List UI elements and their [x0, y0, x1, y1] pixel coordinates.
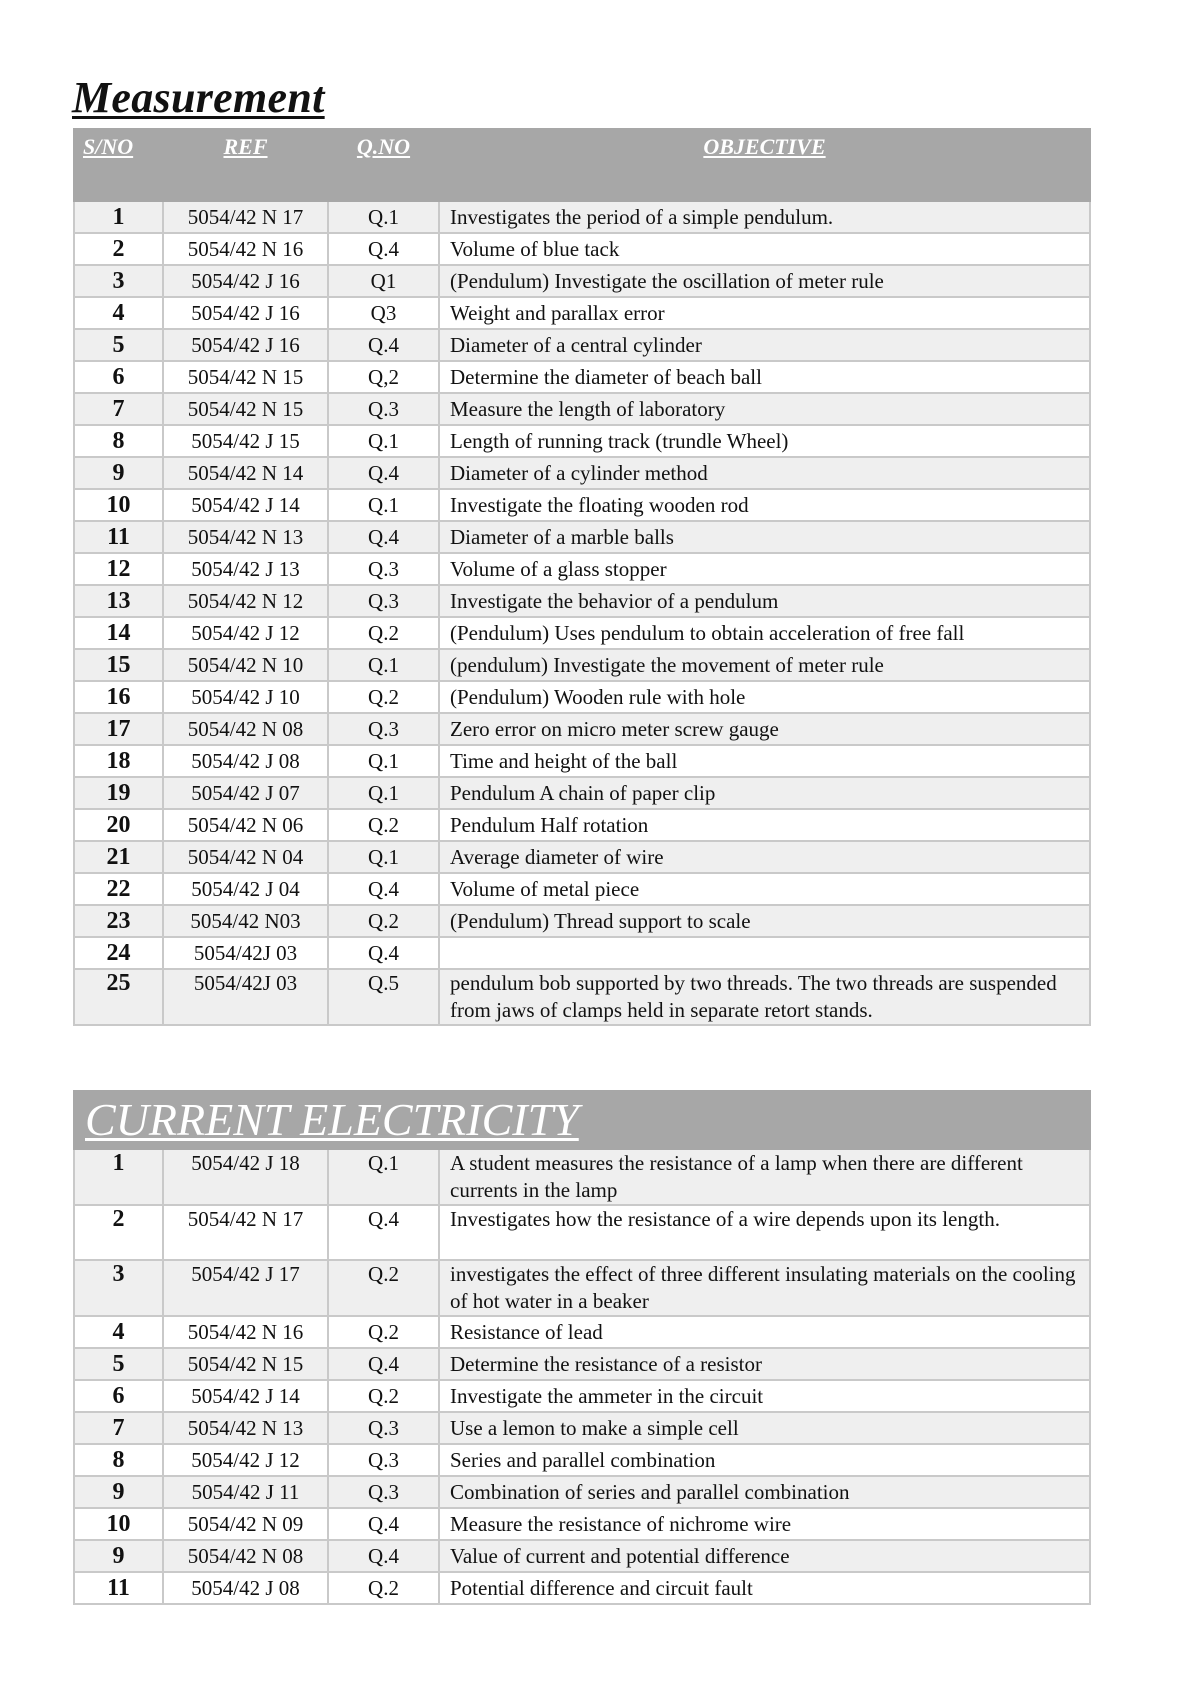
ref-cell: 5054/42 J 07	[163, 777, 328, 809]
sno-cell: 14	[74, 617, 163, 649]
objective-cell: Pendulum Half rotation	[439, 809, 1090, 841]
table-row	[74, 1260, 1090, 1316]
qno-cell: Q.4	[328, 1508, 439, 1540]
sno-cell: 13	[74, 585, 163, 617]
ref-cell: 5054/42 J 13	[163, 553, 328, 585]
ref-cell: 5054/42 N 12	[163, 585, 328, 617]
qno-cell: Q.3	[328, 553, 439, 585]
objective-cell	[439, 937, 1090, 969]
ref-cell: 5054/42 N 06	[163, 809, 328, 841]
sno-cell: 3	[74, 1260, 163, 1316]
objective-cell: Diameter of a cylinder method	[439, 457, 1090, 489]
current-electricity-table	[73, 1090, 1091, 1605]
qno-cell: Q.2	[328, 681, 439, 713]
sno-cell: 5	[74, 1348, 163, 1380]
ref-cell: 5054/42 N 14	[163, 457, 328, 489]
table-row	[74, 777, 1090, 809]
sno-cell: 9	[74, 1540, 163, 1572]
sno-cell: 17	[74, 713, 163, 745]
ref-cell: 5054/42 N 16	[163, 233, 328, 265]
ref-cell: 5054/42 J 15	[163, 425, 328, 457]
qno-cell: Q.1	[328, 777, 439, 809]
sno-cell: 21	[74, 841, 163, 873]
sno-cell: 1	[74, 1149, 163, 1205]
table-row	[74, 393, 1090, 425]
objective-cell: Diameter of a central cylinder	[439, 329, 1090, 361]
objective-cell: Volume of blue tack	[439, 233, 1090, 265]
table-row	[74, 1476, 1090, 1508]
objective-cell: investigates the effect of three different insulating materials on the cooling of hot water in a beaker	[439, 1260, 1090, 1316]
objective-cell: Time and height of the ball	[439, 745, 1090, 777]
ref-cell: 5054/42J 03	[163, 969, 328, 1025]
sno-cell: 2	[74, 233, 163, 265]
objective-cell: Value of current and potential difference	[439, 1540, 1090, 1572]
qno-cell: Q.1	[328, 649, 439, 681]
sno-cell: 22	[74, 873, 163, 905]
objective-cell: Pendulum A chain of paper clip	[439, 777, 1090, 809]
qno-cell: Q.1	[328, 425, 439, 457]
objective-cell: Determine the resistance of a resistor	[439, 1348, 1090, 1380]
table-row	[74, 713, 1090, 745]
objective-cell: pendulum bob supported by two threads. The two threads are suspended from jaws of clamps held in separate retort stands.	[439, 969, 1090, 1025]
measurement-table	[73, 128, 1091, 1026]
section-header-row	[74, 1091, 1090, 1149]
ref-cell: 5054/42 N 17	[163, 201, 328, 233]
qno-cell: Q,2	[328, 361, 439, 393]
qno-cell: Q.4	[328, 233, 439, 265]
qno-cell: Q.4	[328, 1205, 439, 1260]
table-row	[74, 1444, 1090, 1476]
table-row	[74, 1572, 1090, 1604]
sno-cell: 11	[74, 1572, 163, 1604]
table-row	[74, 1508, 1090, 1540]
ref-cell: 5054/42 N 10	[163, 649, 328, 681]
qno-cell: Q.2	[328, 1380, 439, 1412]
ref-cell: 5054/42 J 16	[163, 297, 328, 329]
table-row	[74, 329, 1090, 361]
table-row	[74, 457, 1090, 489]
ref-cell: 5054/42 N 15	[163, 393, 328, 425]
objective-cell: Length of running track (trundle Wheel)	[439, 425, 1090, 457]
objective-cell: Potential difference and circuit fault	[439, 1572, 1090, 1604]
qno-cell: Q.3	[328, 1476, 439, 1508]
objective-cell: (Pendulum) Wooden rule with hole	[439, 681, 1090, 713]
table-row	[74, 1412, 1090, 1444]
sno-cell: 8	[74, 1444, 163, 1476]
table-row	[74, 841, 1090, 873]
qno-cell: Q.2	[328, 1316, 439, 1348]
table-row	[74, 553, 1090, 585]
table-row	[74, 905, 1090, 937]
sno-cell: 5	[74, 329, 163, 361]
sno-cell: 1	[74, 201, 163, 233]
ref-cell: 5054/42 J 16	[163, 265, 328, 297]
objective-cell: Weight and parallax error	[439, 297, 1090, 329]
ref-cell: 5054/42 J 14	[163, 489, 328, 521]
table-row	[74, 1348, 1090, 1380]
qno-cell: Q.2	[328, 905, 439, 937]
table-row	[74, 1540, 1090, 1572]
header-objective: OBJECTIVE	[439, 129, 1090, 201]
objective-cell: (Pendulum) Uses pendulum to obtain acceleration of free fall	[439, 617, 1090, 649]
ref-cell: 5054/42 N 15	[163, 361, 328, 393]
header-sno: S/NO	[74, 129, 163, 201]
qno-cell: Q.4	[328, 329, 439, 361]
qno-cell: Q.4	[328, 1348, 439, 1380]
sno-cell: 25	[74, 969, 163, 1025]
ref-cell: 5054/42 J 11	[163, 1476, 328, 1508]
ref-cell: 5054/42 N 08	[163, 1540, 328, 1572]
ref-cell: 5054/42 J 14	[163, 1380, 328, 1412]
objective-cell: Zero error on micro meter screw gauge	[439, 713, 1090, 745]
sno-cell: 11	[74, 521, 163, 553]
qno-cell: Q.4	[328, 457, 439, 489]
table-row	[74, 425, 1090, 457]
ref-cell: 5054/42 N03	[163, 905, 328, 937]
objective-cell: (Pendulum) Investigate the oscillation of meter rule	[439, 265, 1090, 297]
qno-cell: Q.1	[328, 745, 439, 777]
table-header-row	[74, 129, 1090, 201]
objective-cell: Investigate the floating wooden rod	[439, 489, 1090, 521]
qno-cell: Q3	[328, 297, 439, 329]
table-row	[74, 1149, 1090, 1205]
table-row	[74, 649, 1090, 681]
ref-cell: 5054/42 J 16	[163, 329, 328, 361]
ref-cell: 5054/42 N 16	[163, 1316, 328, 1348]
table-row	[74, 585, 1090, 617]
sno-cell: 4	[74, 297, 163, 329]
ref-cell: 5054/42 J 08	[163, 745, 328, 777]
sno-cell: 9	[74, 457, 163, 489]
table-row	[74, 1316, 1090, 1348]
table-row	[74, 361, 1090, 393]
sno-cell: 6	[74, 1380, 163, 1412]
table-row	[74, 1205, 1090, 1260]
ref-cell: 5054/42 J 17	[163, 1260, 328, 1316]
qno-cell: Q.1	[328, 201, 439, 233]
objective-cell: Investigate the ammeter in the circuit	[439, 1380, 1090, 1412]
sno-cell: 4	[74, 1316, 163, 1348]
qno-cell: Q.3	[328, 1444, 439, 1476]
ref-cell: 5054/42 N 09	[163, 1508, 328, 1540]
sno-cell: 18	[74, 745, 163, 777]
table-row	[74, 297, 1090, 329]
ref-cell: 5054/42 J 08	[163, 1572, 328, 1604]
qno-cell: Q.2	[328, 617, 439, 649]
table-row	[74, 1380, 1090, 1412]
table-row	[74, 937, 1090, 969]
sno-cell: 12	[74, 553, 163, 585]
qno-cell: Q.2	[328, 809, 439, 841]
objective-cell: Volume of metal piece	[439, 873, 1090, 905]
sno-cell: 19	[74, 777, 163, 809]
sno-cell: 16	[74, 681, 163, 713]
measurement-rows	[74, 201, 1090, 1025]
ref-cell: 5054/42 N 15	[163, 1348, 328, 1380]
qno-cell: Q.2	[328, 1260, 439, 1316]
ref-cell: 5054/42 J 18	[163, 1149, 328, 1205]
qno-cell: Q.3	[328, 1412, 439, 1444]
objective-cell: Diameter of a marble balls	[439, 521, 1090, 553]
table-row	[74, 681, 1090, 713]
ref-cell: 5054/42 J 12	[163, 1444, 328, 1476]
sno-cell: 20	[74, 809, 163, 841]
table-row	[74, 521, 1090, 553]
table-row	[74, 489, 1090, 521]
ref-cell: 5054/42 J 10	[163, 681, 328, 713]
objective-cell: Volume of a glass stopper	[439, 553, 1090, 585]
sno-cell: 10	[74, 489, 163, 521]
objective-cell: Measure the resistance of nichrome wire	[439, 1508, 1090, 1540]
sno-cell: 15	[74, 649, 163, 681]
sno-cell: 8	[74, 425, 163, 457]
qno-cell: Q.3	[328, 393, 439, 425]
sno-cell: 24	[74, 937, 163, 969]
table-row	[74, 233, 1090, 265]
sno-cell: 23	[74, 905, 163, 937]
objective-cell: Investigate the behavior of a pendulum	[439, 585, 1090, 617]
table-row	[74, 265, 1090, 297]
ref-cell: 5054/42 N 17	[163, 1205, 328, 1260]
objective-cell: Investigates how the resistance of a wire depends upon its length.	[439, 1205, 1090, 1260]
ref-cell: 5054/42 N 08	[163, 713, 328, 745]
section-title-text: CURRENT ELECTRICITY	[85, 1094, 579, 1145]
objective-cell: Use a lemon to make a simple cell	[439, 1412, 1090, 1444]
ref-cell: 5054/42 N 13	[163, 1412, 328, 1444]
page-title: Measurement	[72, 73, 325, 122]
ref-cell: 5054/42 J 04	[163, 873, 328, 905]
objective-cell: Measure the length of laboratory	[439, 393, 1090, 425]
objective-cell: Determine the diameter of beach ball	[439, 361, 1090, 393]
qno-cell: Q.1	[328, 1149, 439, 1205]
table-row	[74, 201, 1090, 233]
qno-cell: Q.4	[328, 937, 439, 969]
ref-cell: 5054/42 N 04	[163, 841, 328, 873]
ref-cell: 5054/42 J 12	[163, 617, 328, 649]
qno-cell: Q.4	[328, 521, 439, 553]
qno-cell: Q.1	[328, 489, 439, 521]
objective-cell: Series and parallel combination	[439, 1444, 1090, 1476]
objective-cell: (Pendulum) Thread support to scale	[439, 905, 1090, 937]
table-row	[74, 745, 1090, 777]
qno-cell: Q.5	[328, 969, 439, 1025]
qno-cell: Q1	[328, 265, 439, 297]
sno-cell: 3	[74, 265, 163, 297]
table-row	[74, 617, 1090, 649]
qno-cell: Q.4	[328, 873, 439, 905]
header-qno: Q.NO	[328, 129, 439, 201]
sno-cell: 6	[74, 361, 163, 393]
objective-cell: Combination of series and parallel combination	[439, 1476, 1090, 1508]
qno-cell: Q.1	[328, 841, 439, 873]
current-rows	[74, 1149, 1090, 1604]
sno-cell: 2	[74, 1205, 163, 1260]
objective-cell: Investigates the period of a simple pendulum.	[439, 201, 1090, 233]
table-row	[74, 969, 1090, 1025]
objective-cell: A student measures the resistance of a lamp when there are different currents in the lamp	[439, 1149, 1090, 1205]
sno-cell: 9	[74, 1476, 163, 1508]
objective-cell: Average diameter of wire	[439, 841, 1090, 873]
sno-cell: 7	[74, 1412, 163, 1444]
objective-cell: Resistance of lead	[439, 1316, 1090, 1348]
ref-cell: 5054/42 N 13	[163, 521, 328, 553]
qno-cell: Q.3	[328, 713, 439, 745]
sno-cell: 10	[74, 1508, 163, 1540]
ref-cell: 5054/42J 03	[163, 937, 328, 969]
qno-cell: Q.4	[328, 1540, 439, 1572]
section-title	[74, 1091, 1090, 1149]
qno-cell: Q.3	[328, 585, 439, 617]
header-ref: REF	[163, 129, 328, 201]
objective-cell: (pendulum) Investigate the movement of meter rule	[439, 649, 1090, 681]
table-row	[74, 873, 1090, 905]
qno-cell: Q.2	[328, 1572, 439, 1604]
sno-cell: 7	[74, 393, 163, 425]
table-row	[74, 809, 1090, 841]
